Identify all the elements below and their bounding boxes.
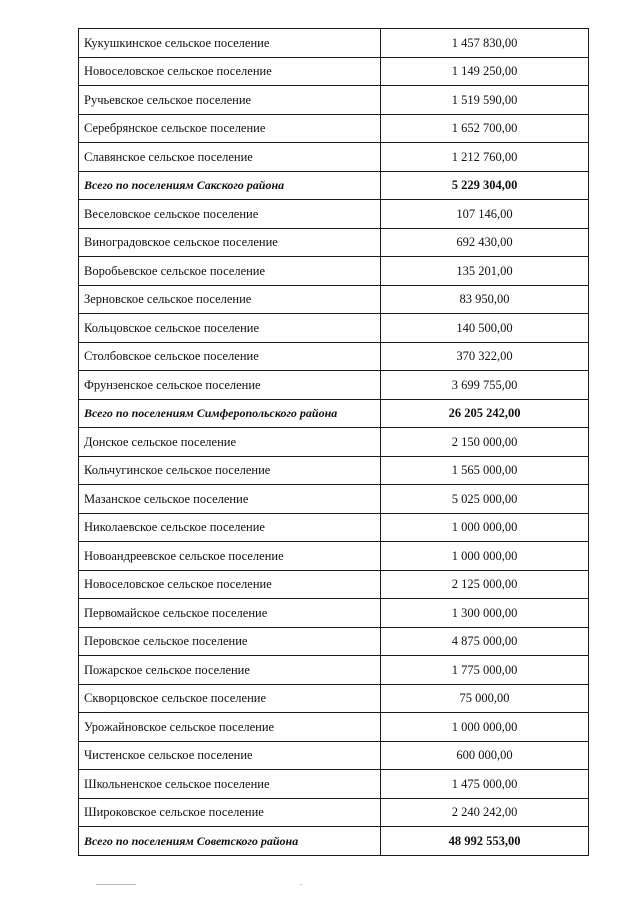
settlement-row xyxy=(79,456,589,485)
settlement-name: Столбовское сельское поселение xyxy=(79,342,381,371)
settlement-row xyxy=(79,342,589,371)
settlement-row xyxy=(79,57,589,86)
settlement-amount: 75 000,00 xyxy=(381,684,589,713)
settlement-name: Школьненское сельское поселение xyxy=(79,770,381,799)
settlement-amount: 140 500,00 xyxy=(381,314,589,343)
settlement-amount: 4 875 000,00 xyxy=(381,627,589,656)
settlement-name: Фрунзенское сельское поселение xyxy=(79,371,381,400)
settlement-name: Чистенское сельское поселение xyxy=(79,741,381,770)
district-total-row xyxy=(79,827,589,856)
settlement-name: Воробьевское сельское поселение xyxy=(79,257,381,286)
settlement-row xyxy=(79,257,589,286)
settlement-name: Урожайновское сельское поселение xyxy=(79,713,381,742)
settlement-row xyxy=(79,200,589,229)
settlement-name: Кукушкинское сельское поселение xyxy=(79,29,381,58)
settlement-row xyxy=(79,86,589,115)
settlement-name: Перовское сельское поселение xyxy=(79,627,381,656)
settlement-name: Кольцовское сельское поселение xyxy=(79,314,381,343)
settlement-amount: 1 000 000,00 xyxy=(381,713,589,742)
district-total-label: Всего по поселениям Сакского района xyxy=(79,171,381,200)
district-total-row xyxy=(79,171,589,200)
settlement-row xyxy=(79,542,589,571)
settlement-row xyxy=(79,314,589,343)
settlement-row xyxy=(79,599,589,628)
settlement-name: Кольчугинское сельское поселение xyxy=(79,456,381,485)
settlement-amount: 1 565 000,00 xyxy=(381,456,589,485)
settlement-row xyxy=(79,570,589,599)
settlement-row xyxy=(79,29,589,58)
settlement-name: Серебрянское сельское поселение xyxy=(79,114,381,143)
settlement-name: Зерновское сельское поселение xyxy=(79,285,381,314)
settlement-name: Славянское сельское поселение xyxy=(79,143,381,172)
settlements-table xyxy=(78,28,589,856)
settlement-row xyxy=(79,798,589,827)
district-total-amount: 26 205 242,00 xyxy=(381,399,589,428)
settlement-row xyxy=(79,741,589,770)
settlement-amount: 2 125 000,00 xyxy=(381,570,589,599)
district-total-label: Всего по поселениям Симферопольского района xyxy=(79,399,381,428)
settlement-amount: 1 475 000,00 xyxy=(381,770,589,799)
settlement-row xyxy=(79,627,589,656)
settlement-row xyxy=(79,656,589,685)
settlement-amount: 1 519 590,00 xyxy=(381,86,589,115)
settlement-amount: 1 775 000,00 xyxy=(381,656,589,685)
settlement-amount: 600 000,00 xyxy=(381,741,589,770)
settlement-amount: 692 430,00 xyxy=(381,228,589,257)
settlement-name: Новоселовское сельское поселение xyxy=(79,570,381,599)
settlement-name: Широковское сельское поселение xyxy=(79,798,381,827)
settlement-name: Новоселовское сельское поселение xyxy=(79,57,381,86)
settlement-row xyxy=(79,513,589,542)
settlement-amount: 3 699 755,00 xyxy=(381,371,589,400)
settlement-name: Первомайское сельское поселение xyxy=(79,599,381,628)
settlement-amount: 135 201,00 xyxy=(381,257,589,286)
settlement-row xyxy=(79,770,589,799)
settlement-amount: 1 000 000,00 xyxy=(381,513,589,542)
district-total-amount: 48 992 553,00 xyxy=(381,827,589,856)
settlement-name: Скворцовское сельское поселение xyxy=(79,684,381,713)
settlement-amount: 1 300 000,00 xyxy=(381,599,589,628)
settlement-amount: 1 000 000,00 xyxy=(381,542,589,571)
settlement-name: Виноградовское сельское поселение xyxy=(79,228,381,257)
settlement-amount: 2 150 000,00 xyxy=(381,428,589,457)
settlement-name: Мазанское сельское поселение xyxy=(79,485,381,514)
settlement-amount: 1 149 250,00 xyxy=(381,57,589,86)
settlement-name: Новоандреевское сельское поселение xyxy=(79,542,381,571)
settlement-amount: 107 146,00 xyxy=(381,200,589,229)
settlement-row xyxy=(79,428,589,457)
settlement-row xyxy=(79,143,589,172)
settlement-name: Ручьевское сельское поселение xyxy=(79,86,381,115)
settlement-amount: 2 240 242,00 xyxy=(381,798,589,827)
settlement-amount: 5 025 000,00 xyxy=(381,485,589,514)
settlement-row xyxy=(79,228,589,257)
settlement-amount: 83 950,00 xyxy=(381,285,589,314)
settlement-row xyxy=(79,684,589,713)
settlement-row xyxy=(79,713,589,742)
district-total-label: Всего по поселениям Советского района xyxy=(79,827,381,856)
settlement-name: Николаевское сельское поселение xyxy=(79,513,381,542)
district-total-row xyxy=(79,399,589,428)
settlements-table-body xyxy=(79,29,589,856)
scan-artifact xyxy=(96,884,136,885)
settlement-amount: 370 322,00 xyxy=(381,342,589,371)
settlement-row xyxy=(79,285,589,314)
settlement-row xyxy=(79,371,589,400)
district-total-amount: 5 229 304,00 xyxy=(381,171,589,200)
settlement-amount: 1 212 760,00 xyxy=(381,143,589,172)
settlement-row xyxy=(79,114,589,143)
settlement-amount: 1 457 830,00 xyxy=(381,29,589,58)
settlement-name: Донское сельское поселение xyxy=(79,428,381,457)
settlement-name: Веселовское сельское поселение xyxy=(79,200,381,229)
settlement-row xyxy=(79,485,589,514)
scan-artifact xyxy=(300,884,302,885)
settlement-name: Пожарское сельское поселение xyxy=(79,656,381,685)
settlement-amount: 1 652 700,00 xyxy=(381,114,589,143)
